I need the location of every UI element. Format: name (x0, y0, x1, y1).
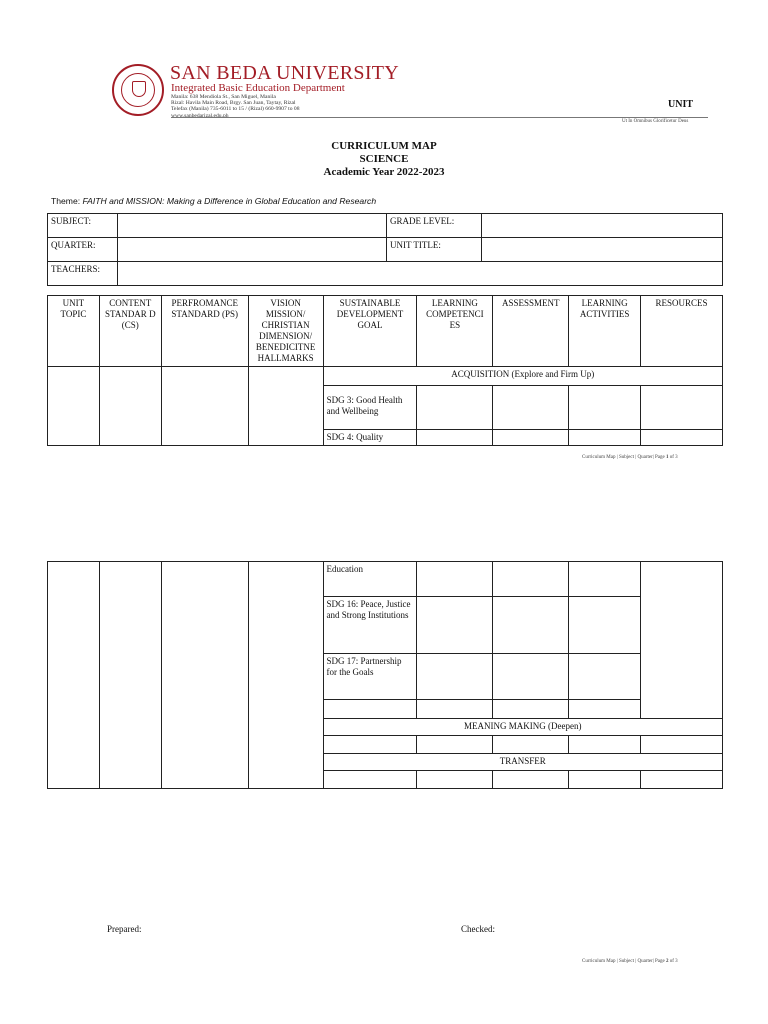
unit-title-label: UNIT TITLE: (387, 238, 482, 262)
theme-label: Theme: (51, 196, 83, 206)
resources-cell[interactable] (641, 562, 723, 719)
footer-page-number: 2 (665, 959, 669, 964)
subject-field[interactable] (118, 214, 387, 238)
quarter-label: QUARTER: (48, 238, 118, 262)
unit-title-field[interactable] (482, 238, 723, 262)
assessment-cell[interactable] (493, 700, 569, 719)
competencies-cell[interactable] (417, 386, 493, 430)
curriculum-map-table-page2 (47, 561, 723, 789)
info-table (47, 213, 723, 286)
footer-total: of 3 (668, 455, 678, 460)
competencies-cell[interactable] (417, 597, 493, 654)
header-assessment: ASSESSMENT (493, 296, 569, 367)
activities-cell[interactable] (569, 386, 641, 430)
academic-year: Academic Year 2022-2023 (323, 166, 445, 178)
assessment-cell[interactable] (493, 430, 569, 446)
assessment-cell[interactable] (493, 597, 569, 654)
performance-standard-cell[interactable] (161, 367, 248, 446)
sdg-empty-cell[interactable] (323, 736, 417, 754)
header-resources: RESOURCES (641, 296, 723, 367)
meaning-making-band: MEANING MAKING (Deepen) (323, 719, 722, 736)
resources-cell[interactable] (641, 386, 723, 430)
resources-cell[interactable] (641, 771, 723, 789)
assessment-cell[interactable] (493, 562, 569, 597)
theme-line (51, 196, 376, 206)
vision-mission-cell[interactable] (248, 367, 323, 446)
acquisition-band: ACQUISITION (Explore and Firm Up) (323, 367, 722, 386)
address-line: Manila: 638 Mendiola St., San Miguel, Manila (171, 94, 276, 100)
header-performance-standard: PERFROMANCE STANDARD (PS) (161, 296, 248, 367)
sdg-empty-cell[interactable] (323, 700, 417, 719)
footer-text: Curriculum Map | Subject | Quarter| Page (582, 455, 666, 460)
sdg3-text: SDG 3: Good Health and Wellbeing (326, 395, 403, 416)
assessment-cell[interactable] (493, 654, 569, 700)
quarter-field[interactable] (118, 238, 387, 262)
header-divider (171, 117, 708, 118)
website: www.sanbedarizal.edu.ph (171, 112, 229, 119)
address-block (171, 94, 300, 119)
footer-page-number: 1 (665, 455, 669, 460)
activities-cell[interactable] (569, 736, 641, 754)
motto: Ut In Omnibus Glorificetur Deus (622, 119, 689, 124)
vision-mission-cell[interactable] (248, 562, 323, 789)
assessment-cell[interactable] (493, 736, 569, 754)
resources-cell[interactable] (641, 736, 723, 754)
doc-title: CURRICULUM MAP (331, 140, 437, 152)
resources-cell[interactable] (641, 430, 723, 446)
unit-topic-cell[interactable] (48, 562, 100, 789)
activities-cell[interactable] (569, 771, 641, 789)
sdg4-cell: SDG 4: Quality (323, 430, 417, 446)
competencies-cell[interactable] (417, 771, 493, 789)
sdg4-cont-cell: Education (323, 562, 417, 597)
performance-standard-cell[interactable] (161, 562, 248, 789)
prepared-label: Prepared: (107, 924, 142, 934)
header-content-standard: CONTENT STANDAR D (CS) (99, 296, 161, 367)
header-sdg: SUSTAINABLE DEVELOPMENT GOAL (323, 296, 417, 367)
unit-tag: UNIT (668, 99, 694, 110)
header-activities: LEARNING ACTIVITIES (569, 296, 641, 367)
address-line: Telefax (Manila) 735-6011 to 15 / (Rizal) 660-9907 to 08 (171, 106, 300, 113)
teachers-label: TEACHERS: (48, 262, 118, 286)
header-competencies: LEARNING COMPETENCI ES (417, 296, 493, 367)
competencies-cell[interactable] (417, 736, 493, 754)
activities-cell[interactable] (569, 700, 641, 719)
activities-cell[interactable] (569, 597, 641, 654)
activities-cell[interactable] (569, 430, 641, 446)
content-standard-cell[interactable] (99, 562, 161, 789)
address-line: Rizal: Havila Main Road, Brgy. San Juan, Taytay, Rizal (171, 100, 296, 107)
unit-topic-cell[interactable] (48, 367, 100, 446)
page-footer (582, 959, 678, 964)
header-vision-mission: VISION MISSION/ CHRISTIAN DIMENSION/ BENEDICITNE HALLMARKS (248, 296, 323, 367)
header-unit-topic: UNIT TOPIC (48, 296, 100, 367)
sdg17-cell: SDG 17: Partnership for the Goals (323, 654, 417, 700)
checked-label: Checked: (461, 924, 495, 934)
grade-level-field[interactable] (482, 214, 723, 238)
sdg-empty-cell[interactable] (323, 771, 417, 789)
theme-text: FAITH and MISSION: Making a Difference in Global Education and Research (82, 196, 377, 206)
teachers-field[interactable] (118, 262, 723, 286)
grade-level-label: GRADE LEVEL: (387, 214, 482, 238)
subject-label: SUBJECT: (48, 214, 118, 238)
subject-title: SCIENCE (359, 153, 409, 165)
competencies-cell[interactable] (417, 430, 493, 446)
curriculum-map-table-page1 (47, 295, 723, 446)
activities-cell[interactable] (569, 654, 641, 700)
activities-cell[interactable] (569, 562, 641, 597)
assessment-cell[interactable] (493, 386, 569, 430)
department-name: Integrated Basic Education Department (171, 82, 345, 94)
competencies-cell[interactable] (417, 562, 493, 597)
footer-text: Curriculum Map | Subject | Quarter| Page (582, 959, 666, 964)
seal-shield-icon (132, 81, 146, 97)
university-seal-icon (112, 64, 164, 116)
content-standard-cell[interactable] (99, 367, 161, 446)
page-footer (582, 455, 678, 460)
competencies-cell[interactable] (417, 654, 493, 700)
transfer-band: TRANSFER (323, 754, 722, 771)
footer-total: of 3 (668, 959, 678, 964)
sdg16-cell: SDG 16: Peace, Justice and Strong Institutions (323, 597, 417, 654)
assessment-cell[interactable] (493, 771, 569, 789)
university-name: SAN BEDA UNIVERSITY (170, 62, 400, 84)
sdg-cell (323, 386, 417, 430)
seal-inner-ring (121, 73, 155, 107)
competencies-cell[interactable] (417, 700, 493, 719)
